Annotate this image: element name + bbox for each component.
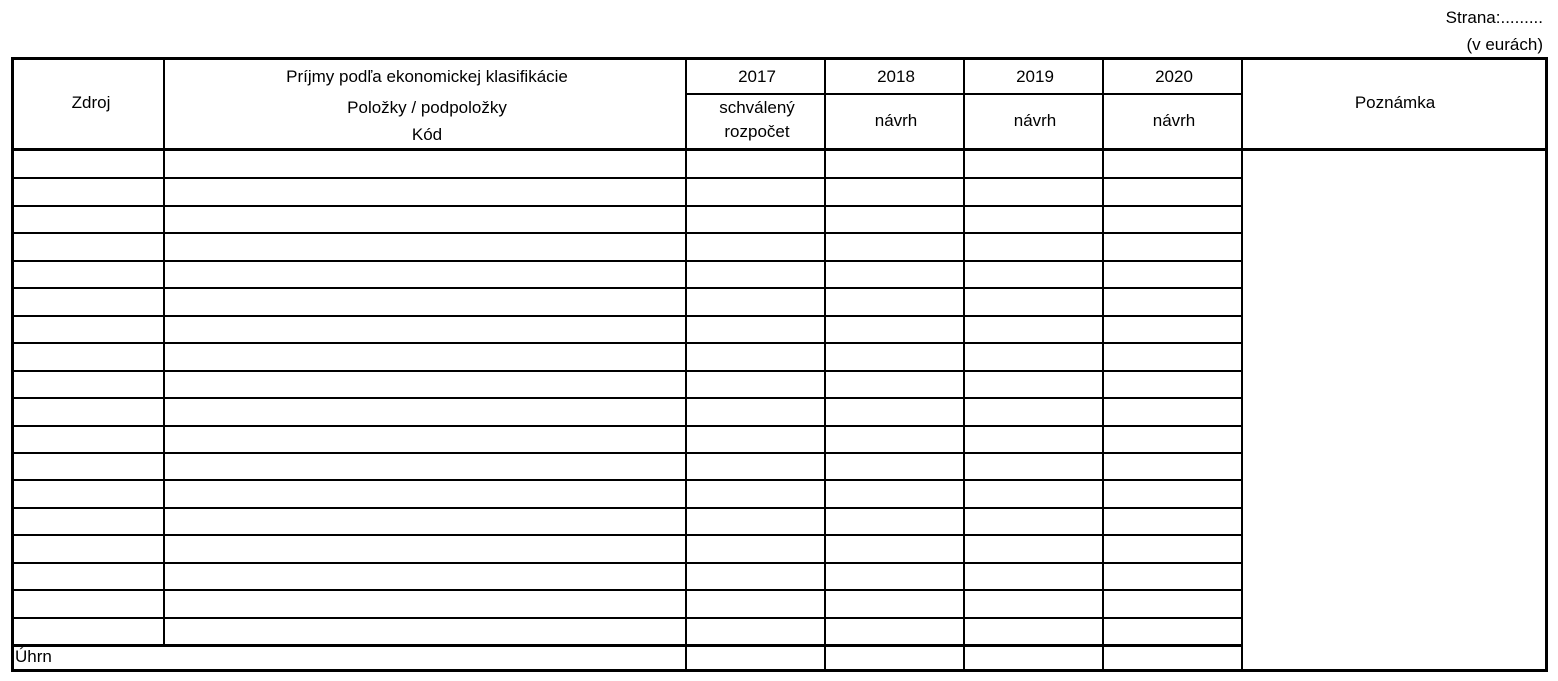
row-divider (14, 205, 1241, 207)
column-divider (163, 60, 165, 645)
row-divider (14, 315, 1241, 317)
column-divider (824, 60, 826, 669)
row-divider (14, 507, 1241, 509)
header-code: Kód (411, 125, 443, 144)
row-divider (14, 534, 1241, 536)
header-year-2020: 2020 (1155, 67, 1193, 86)
header-zdroj: Zdroj (71, 93, 111, 112)
column-divider (963, 60, 965, 669)
row-divider (14, 452, 1241, 454)
row-divider (14, 232, 1241, 234)
header-year-2017: 2017 (738, 67, 776, 86)
column-divider (1241, 60, 1243, 669)
header-year-2019: 2019 (1016, 67, 1054, 86)
header-year-2018: 2018 (877, 67, 915, 86)
header-classification: Príjmy podľa ekonomickej klasifikácie (286, 67, 568, 86)
header-status-2017-line2: rozpočet (724, 122, 790, 141)
row-divider (14, 370, 1241, 372)
row-divider (14, 397, 1241, 399)
row-divider (14, 479, 1241, 481)
page-number: Strana:......... (1445, 8, 1543, 27)
header-items: Položky / podpoložky (347, 98, 507, 117)
row-divider (14, 342, 1241, 344)
header-status-2018: návrh (874, 111, 918, 130)
row-divider (14, 562, 1241, 564)
column-divider (685, 60, 687, 669)
header-divider (14, 148, 1545, 151)
row-divider (14, 260, 1241, 262)
header-status-2020: návrh (1152, 111, 1196, 130)
row-divider (14, 177, 1241, 179)
total-divider (14, 644, 1241, 647)
row-divider (14, 589, 1241, 591)
row-divider (14, 617, 1241, 619)
header-status-2017-line1: schválený (719, 98, 795, 117)
row-divider (14, 287, 1241, 289)
header-note: Poznámka (1354, 93, 1436, 112)
units-label: (v eurách) (1466, 35, 1543, 54)
total-label: Úhrn (15, 647, 52, 666)
header-status-2019: návrh (1013, 111, 1057, 130)
row-divider (14, 425, 1241, 427)
budget-table (11, 57, 1548, 672)
column-divider (1102, 60, 1104, 669)
